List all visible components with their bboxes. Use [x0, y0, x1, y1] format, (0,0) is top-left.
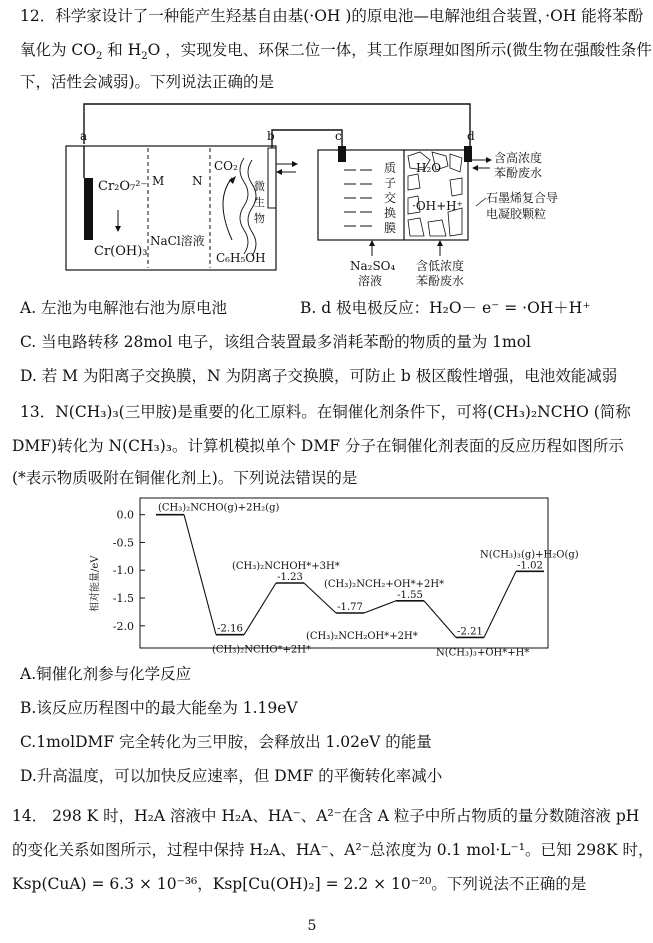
q12-optA: A. 左池为电解池右池为原电池 — [20, 299, 228, 317]
transition-line — [484, 571, 516, 637]
y-tick-label: -1.5 — [112, 592, 134, 605]
q12-line2-b: 和 H — [102, 41, 142, 59]
electrode-a — [84, 178, 93, 240]
graphene-2: 电凝胶颗粒 — [486, 207, 547, 221]
membrane-4: 换 — [384, 206, 397, 220]
label-a: a — [80, 129, 88, 143]
graphene-1: 石墨烯复合导 — [486, 191, 559, 205]
na2so4-1: Na₂SO₄ — [350, 259, 396, 273]
species-label: (CH₃)₂NCHO(g)+2H₂(g) — [158, 502, 280, 514]
label-M: M — [152, 174, 165, 188]
label-b: b — [267, 129, 275, 143]
level-value-label: -1.55 — [397, 589, 423, 601]
low-conc-2: 苯酚废水 — [416, 274, 465, 288]
membrane-1: 质 — [384, 161, 397, 175]
dashes — [344, 170, 372, 226]
q13-optD: D.升高温度，可以加快反应速率，但 DMF 的平衡转化率减小 — [20, 767, 443, 785]
q12-optD: D. 若 M 为阳离子交换膜，N 为阴离子交换膜，可防止 b 极区酸性增强，电池效能减弱 — [20, 367, 618, 385]
microbe-1: 微 — [254, 180, 265, 193]
y-axis-label: 相对能量/eV — [90, 555, 101, 612]
transition-line — [424, 601, 456, 638]
q13-line3: (*表示物质吸附在铜催化剂上)。下列说法错误的是 — [12, 469, 358, 487]
species-label: (CH₃)₂NCH₂+OH*+2H* — [324, 578, 445, 590]
label-d: d — [467, 129, 475, 143]
oh-h-label: ·OH+H⁺ — [412, 199, 463, 213]
energy-profile-chart — [80, 494, 579, 659]
membrane-5: 膜 — [384, 221, 397, 235]
q12-line2-c: O ，实现发电、环保二位一体，其工作原理如图所示(微生物在强酸性条件 — [147, 41, 652, 59]
q12-line3: 下，活性会减弱)。下列说法正确的是 — [20, 73, 275, 91]
q14-line3: Ksp(CuA) = 6.3 × 10⁻³⁶，Ksp[Cu(OH)₂] = 2.2 × 10⁻²⁰。下列说法不正确的是 — [12, 875, 587, 893]
na2so4-2: 溶液 — [358, 274, 383, 288]
co2-arrow — [223, 178, 232, 240]
level-value-label: -2.16 — [217, 623, 243, 635]
electrochem-diagram — [0, 98, 624, 296]
species-label: N(CH₃)₃(g)+H₂O(g) — [480, 549, 579, 561]
q12-line1: 12．科学家设计了一种能产生羟基自由基(·OH )的原电池—电解池组合装置，·OH 能将苯酚 — [20, 7, 644, 25]
level-value-label: -1.02 — [517, 560, 543, 572]
level-value-label: -1.23 — [277, 572, 303, 583]
phenol-label: C₆H₅OH — [216, 251, 266, 265]
q12-optB: B. d 极电极反应：H₂O－ e⁻ = ·OH＋H⁺ — [300, 299, 591, 317]
q14-line2: 的变化关系如图所示，过程中保持 H₂A、HA⁻、A²⁻总浓度为 0.1 mol·L⁻¹。已知 298K 时， — [12, 841, 653, 859]
q13-line1: 13．N(CH₃)₃(三甲胺)是重要的化工原料。在铜催化剂条件下，可将(CH₃)₂NCHO (简称 — [20, 403, 631, 421]
wire-outer — [84, 104, 470, 150]
chart-frame — [140, 498, 548, 648]
level-value-label: -2.21 — [457, 626, 483, 638]
species-label: N(CH₃)₃+OH*+H* — [436, 647, 530, 659]
species-label: (CH₃)₂NCHOH*+3H* — [232, 561, 340, 572]
q13-optA: A.铜催化剂参与化学反应 — [20, 665, 192, 683]
high-conc-1: 含高浓度 — [494, 151, 543, 165]
membrane-2: 子 — [384, 176, 397, 190]
level-value-label: -1.77 — [337, 602, 363, 613]
y-tick-label: -0.5 — [112, 536, 134, 550]
croh3-label: Cr(OH)₃ — [94, 244, 148, 259]
q12-optC: C. 当电路转移 28mol 电子，该组合装置最多消耗苯酚的物质的量为 1mol — [20, 333, 532, 351]
cr2o7-label: Cr₂O₇²⁻ — [98, 179, 148, 194]
microbe-2: 生 — [254, 196, 265, 209]
species-label: (CH₃)₂NCH₂OH*+2H* — [306, 631, 418, 642]
y-tick-label: 0.0 — [116, 508, 134, 522]
y-tick-label: -2.0 — [112, 619, 134, 633]
species-label: (CH₃)₂NCHO*+2H* — [212, 644, 311, 656]
transition-line — [364, 601, 396, 613]
transition-line — [184, 515, 216, 635]
label-N: N — [192, 174, 203, 188]
label-c: c — [335, 129, 342, 143]
low-conc-1: 含低浓度 — [416, 259, 465, 273]
electrode-c — [338, 146, 346, 162]
q13-line2: DMF)转化为 N(CH₃)₃。计算机模拟单个 DMF 分子在铜催化剂表面的反应历程如图所示 — [12, 437, 624, 455]
transition-line — [244, 583, 276, 635]
q13-optC: C.1molDMF 完全转化为三甲胺，会释放出 1.02eV 的能量 — [20, 733, 432, 751]
electrode-b — [268, 148, 276, 208]
h2o-label: H₂O — [416, 161, 442, 175]
q12-line2: 氧化为 $CO_2$ 和 $H_2O$ ，实现发电、环保二位一体，其工作原理如图所示(微生物在强酸性条件 — [20, 41, 652, 63]
q13-optB: B.该反应历程图中的最大能垒为 1.19eV — [20, 699, 298, 717]
y-tick-label: -1.0 — [112, 564, 134, 578]
high-conc-2: 苯酚废水 — [494, 166, 543, 180]
membrane-3: 交 — [384, 191, 397, 205]
microbe-3: 物 — [254, 212, 265, 225]
wire-inner — [272, 130, 342, 150]
nacl-label: NaCl溶液 — [150, 234, 205, 248]
page-number: 5 — [307, 918, 317, 934]
q12-line2-a: 氧化为 CO — [20, 41, 96, 59]
co2-label: CO₂ — [214, 159, 238, 173]
q14-line1: 14． 298 K 时，H₂A 溶液中 H₂A、HA⁻、A²⁻在含 A 粒子中所占物质的量分数随溶液 pH — [12, 807, 640, 825]
